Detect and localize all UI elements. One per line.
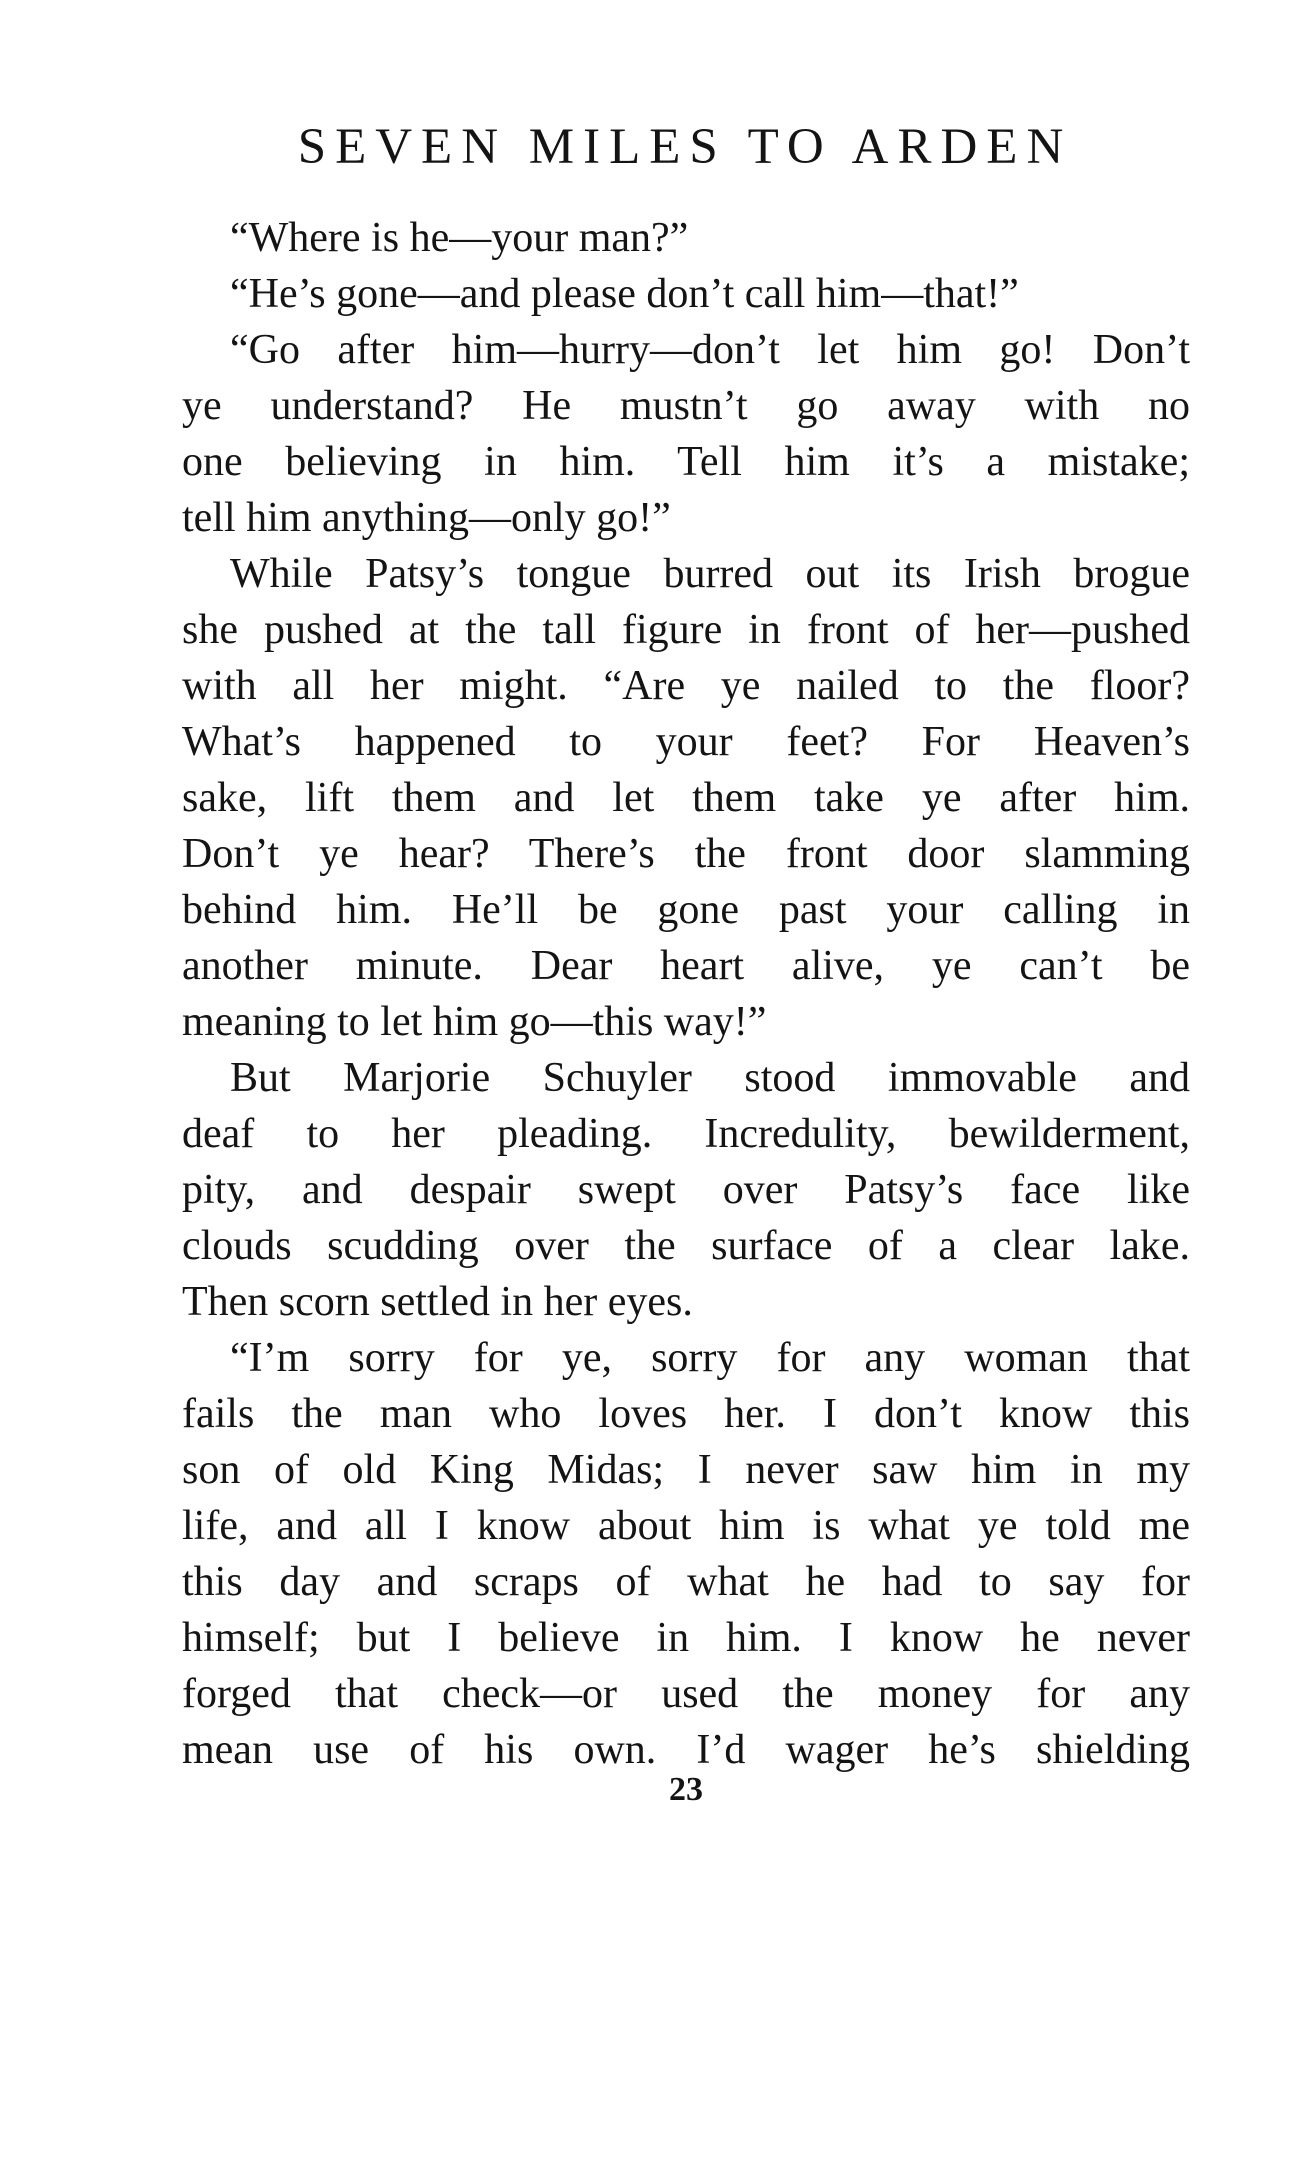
text-line: deaf to her pleading. Incredulity, bewilderment, <box>182 1111 1190 1157</box>
text-line: fails the man who loves her. I don’t know this <box>182 1391 1190 1437</box>
text-line: himself; but I believe in him. I know he never <box>182 1615 1190 1661</box>
text-line: mean use of his own. I’d wager he’s shielding <box>182 1727 1190 1773</box>
running-head: SEVEN MILES TO ARDEN <box>297 119 1073 175</box>
text-line: forged that check—or used the money for any <box>182 1671 1190 1717</box>
text-line: tell him anything—only go!” <box>182 495 671 541</box>
page-number: 23 <box>669 1771 703 1808</box>
text-line: What’s happened to your feet? For Heaven’s <box>182 719 1190 765</box>
text-line: “Where is he—your man?” <box>230 215 689 261</box>
text-line: she pushed at the tall figure in front of her—pushed <box>182 607 1190 653</box>
text-line: meaning to let him go—this way!” <box>182 999 767 1045</box>
text-line: son of old King Midas; I never saw him in my <box>182 1447 1190 1493</box>
text-line: “He’s gone—and please don’t call him—that!” <box>230 271 1019 317</box>
text-line: Don’t ye hear? There’s the front door slamming <box>182 831 1190 877</box>
text-line: “Go after him—hurry—don’t let him go! Don’t <box>230 327 1190 373</box>
body-text <box>182 210 1190 1778</box>
text-line: sake, lift them and let them take ye after him. <box>182 775 1190 821</box>
text-line: pity, and despair swept over Patsy’s face like <box>182 1167 1190 1213</box>
text-line: this day and scraps of what he had to say for <box>182 1559 1190 1605</box>
text-line: While Patsy’s tongue burred out its Irish brogue <box>230 551 1190 597</box>
text-line: Then scorn settled in her eyes. <box>182 1279 693 1325</box>
text-line: another minute. Dear heart alive, ye can’t be <box>182 943 1190 989</box>
text-line: life, and all I know about him is what ye told me <box>182 1503 1190 1549</box>
text-line: with all her might. “Are ye nailed to the floor? <box>182 663 1190 709</box>
text-line: one believing in him. Tell him it’s a mistake; <box>182 439 1190 485</box>
text-line: “I’m sorry for ye, sorry for any woman that <box>230 1335 1190 1381</box>
text-line: behind him. He’ll be gone past your calling in <box>182 887 1190 933</box>
text-line: clouds scudding over the surface of a clear lake. <box>182 1223 1190 1269</box>
text-line: But Marjorie Schuyler stood immovable and <box>230 1055 1190 1101</box>
text-line: ye understand? He mustn’t go away with no <box>182 383 1190 429</box>
